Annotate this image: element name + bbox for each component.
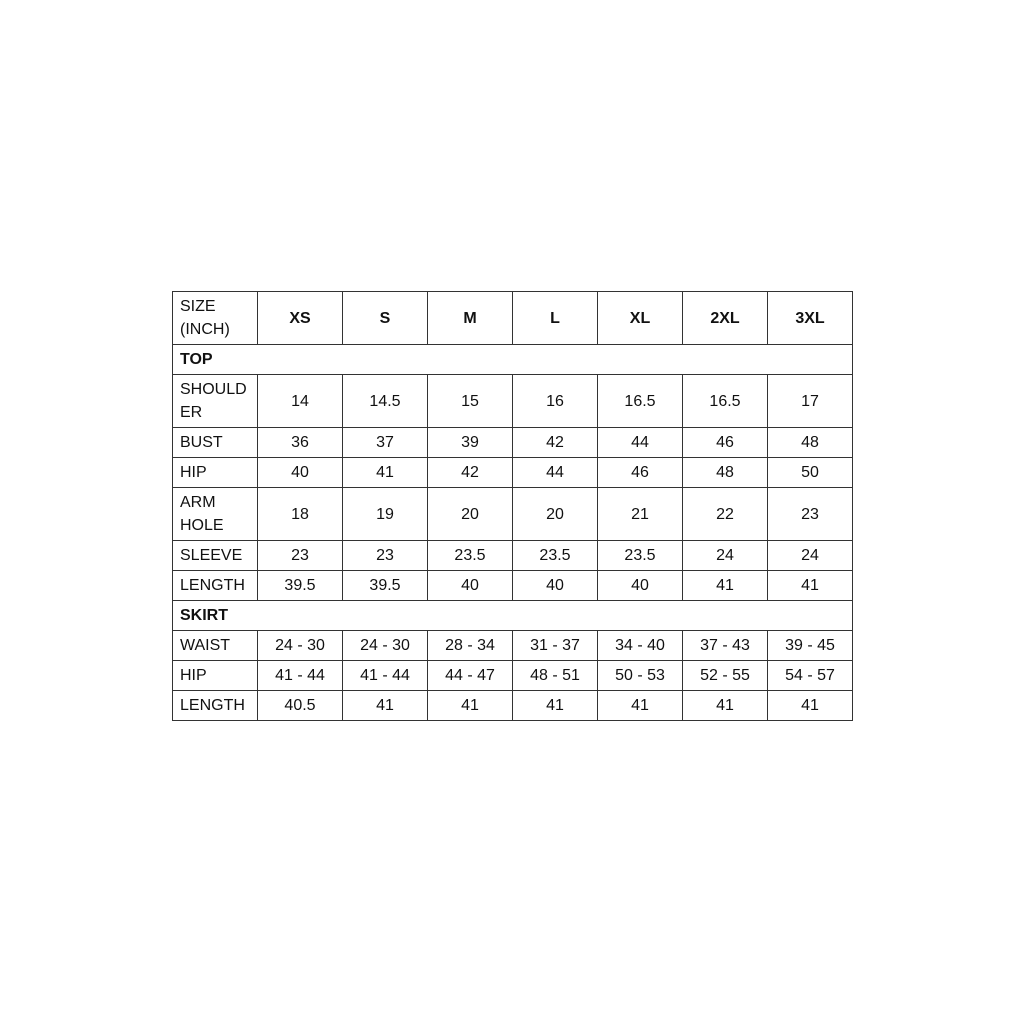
table-row-top-hip <box>173 458 853 488</box>
cell-armhole-3xl: 23 <box>768 488 853 541</box>
cell-sleeve-l: 23.5 <box>513 541 598 571</box>
cell-waist-m: 28 - 34 <box>428 631 513 661</box>
cell-waist-xl: 34 - 40 <box>598 631 683 661</box>
row-label-skirt-length: LENGTH <box>173 691 258 721</box>
cell-skirt-length-xl: 41 <box>598 691 683 721</box>
cell-skirt-hip-2xl: 52 - 55 <box>683 661 768 691</box>
row-label-top-hip: HIP <box>173 458 258 488</box>
shoulder-label-line1: SHOULD <box>180 381 247 398</box>
size-header-3xl: 3XL <box>768 292 853 345</box>
cell-armhole-xl: 21 <box>598 488 683 541</box>
cell-skirt-length-l: 41 <box>513 691 598 721</box>
armhole-label-line2: HOLE <box>180 517 224 534</box>
cell-top-hip-l: 44 <box>513 458 598 488</box>
cell-shoulder-2xl: 16.5 <box>683 375 768 428</box>
cell-skirt-length-m: 41 <box>428 691 513 721</box>
size-header-m: M <box>428 292 513 345</box>
cell-bust-s: 37 <box>343 428 428 458</box>
cell-bust-xl: 44 <box>598 428 683 458</box>
cell-sleeve-3xl: 24 <box>768 541 853 571</box>
cell-top-length-xs: 39.5 <box>258 571 343 601</box>
table-row-armhole <box>173 488 853 541</box>
cell-top-length-l: 40 <box>513 571 598 601</box>
cell-shoulder-m: 15 <box>428 375 513 428</box>
cell-top-length-m: 40 <box>428 571 513 601</box>
cell-sleeve-2xl: 24 <box>683 541 768 571</box>
size-chart-table <box>172 291 853 721</box>
row-label-bust: BUST <box>173 428 258 458</box>
cell-shoulder-l: 16 <box>513 375 598 428</box>
cell-armhole-xs: 18 <box>258 488 343 541</box>
table-row-waist <box>173 631 853 661</box>
cell-top-hip-xl: 46 <box>598 458 683 488</box>
row-label-skirt-hip: HIP <box>173 661 258 691</box>
table-row-shoulder <box>173 375 853 428</box>
row-label-sleeve: SLEEVE <box>173 541 258 571</box>
cell-waist-xs: 24 - 30 <box>258 631 343 661</box>
cell-skirt-hip-s: 41 - 44 <box>343 661 428 691</box>
cell-bust-xs: 36 <box>258 428 343 458</box>
cell-skirt-hip-xl: 50 - 53 <box>598 661 683 691</box>
cell-shoulder-xs: 14 <box>258 375 343 428</box>
shoulder-label-line2: ER <box>180 404 203 421</box>
size-header-xl: XL <box>598 292 683 345</box>
cell-skirt-length-2xl: 41 <box>683 691 768 721</box>
cell-sleeve-m: 23.5 <box>428 541 513 571</box>
section-row-skirt <box>173 601 853 631</box>
size-label-line2: (INCH) <box>180 321 230 338</box>
cell-skirt-length-s: 41 <box>343 691 428 721</box>
cell-skirt-hip-m: 44 - 47 <box>428 661 513 691</box>
cell-skirt-hip-l: 48 - 51 <box>513 661 598 691</box>
cell-top-hip-3xl: 50 <box>768 458 853 488</box>
size-header-l: L <box>513 292 598 345</box>
cell-skirt-hip-3xl: 54 - 57 <box>768 661 853 691</box>
cell-top-length-2xl: 41 <box>683 571 768 601</box>
cell-skirt-length-3xl: 41 <box>768 691 853 721</box>
cell-shoulder-s: 14.5 <box>343 375 428 428</box>
row-label-shoulder <box>173 375 258 428</box>
cell-top-length-s: 39.5 <box>343 571 428 601</box>
table-row-sleeve <box>173 541 853 571</box>
cell-skirt-length-xs: 40.5 <box>258 691 343 721</box>
table-row-bust <box>173 428 853 458</box>
cell-armhole-s: 19 <box>343 488 428 541</box>
cell-waist-2xl: 37 - 43 <box>683 631 768 661</box>
cell-sleeve-s: 23 <box>343 541 428 571</box>
cell-sleeve-xl: 23.5 <box>598 541 683 571</box>
row-label-top-length: LENGTH <box>173 571 258 601</box>
cell-armhole-m: 20 <box>428 488 513 541</box>
cell-top-length-xl: 40 <box>598 571 683 601</box>
size-header-s: S <box>343 292 428 345</box>
size-inch-label <box>173 292 258 345</box>
size-label-line1: SIZE <box>180 298 216 315</box>
size-header-xs: XS <box>258 292 343 345</box>
armhole-label-line1: ARM <box>180 494 216 511</box>
cell-shoulder-3xl: 17 <box>768 375 853 428</box>
cell-waist-l: 31 - 37 <box>513 631 598 661</box>
row-label-armhole <box>173 488 258 541</box>
cell-top-hip-xs: 40 <box>258 458 343 488</box>
cell-top-length-3xl: 41 <box>768 571 853 601</box>
size-header-2xl: 2XL <box>683 292 768 345</box>
cell-bust-3xl: 48 <box>768 428 853 458</box>
section-row-top <box>173 345 853 375</box>
section-title-skirt: SKIRT <box>173 601 853 631</box>
cell-bust-l: 42 <box>513 428 598 458</box>
cell-sleeve-xs: 23 <box>258 541 343 571</box>
cell-bust-2xl: 46 <box>683 428 768 458</box>
header-row <box>173 292 853 345</box>
cell-top-hip-s: 41 <box>343 458 428 488</box>
cell-top-hip-m: 42 <box>428 458 513 488</box>
cell-waist-s: 24 - 30 <box>343 631 428 661</box>
cell-waist-3xl: 39 - 45 <box>768 631 853 661</box>
table-row-top-length <box>173 571 853 601</box>
cell-shoulder-xl: 16.5 <box>598 375 683 428</box>
section-title-top: TOP <box>173 345 853 375</box>
cell-armhole-2xl: 22 <box>683 488 768 541</box>
cell-skirt-hip-xs: 41 - 44 <box>258 661 343 691</box>
row-label-waist: WAIST <box>173 631 258 661</box>
cell-bust-m: 39 <box>428 428 513 458</box>
table-row-skirt-length <box>173 691 853 721</box>
table-row-skirt-hip <box>173 661 853 691</box>
cell-top-hip-2xl: 48 <box>683 458 768 488</box>
cell-armhole-l: 20 <box>513 488 598 541</box>
